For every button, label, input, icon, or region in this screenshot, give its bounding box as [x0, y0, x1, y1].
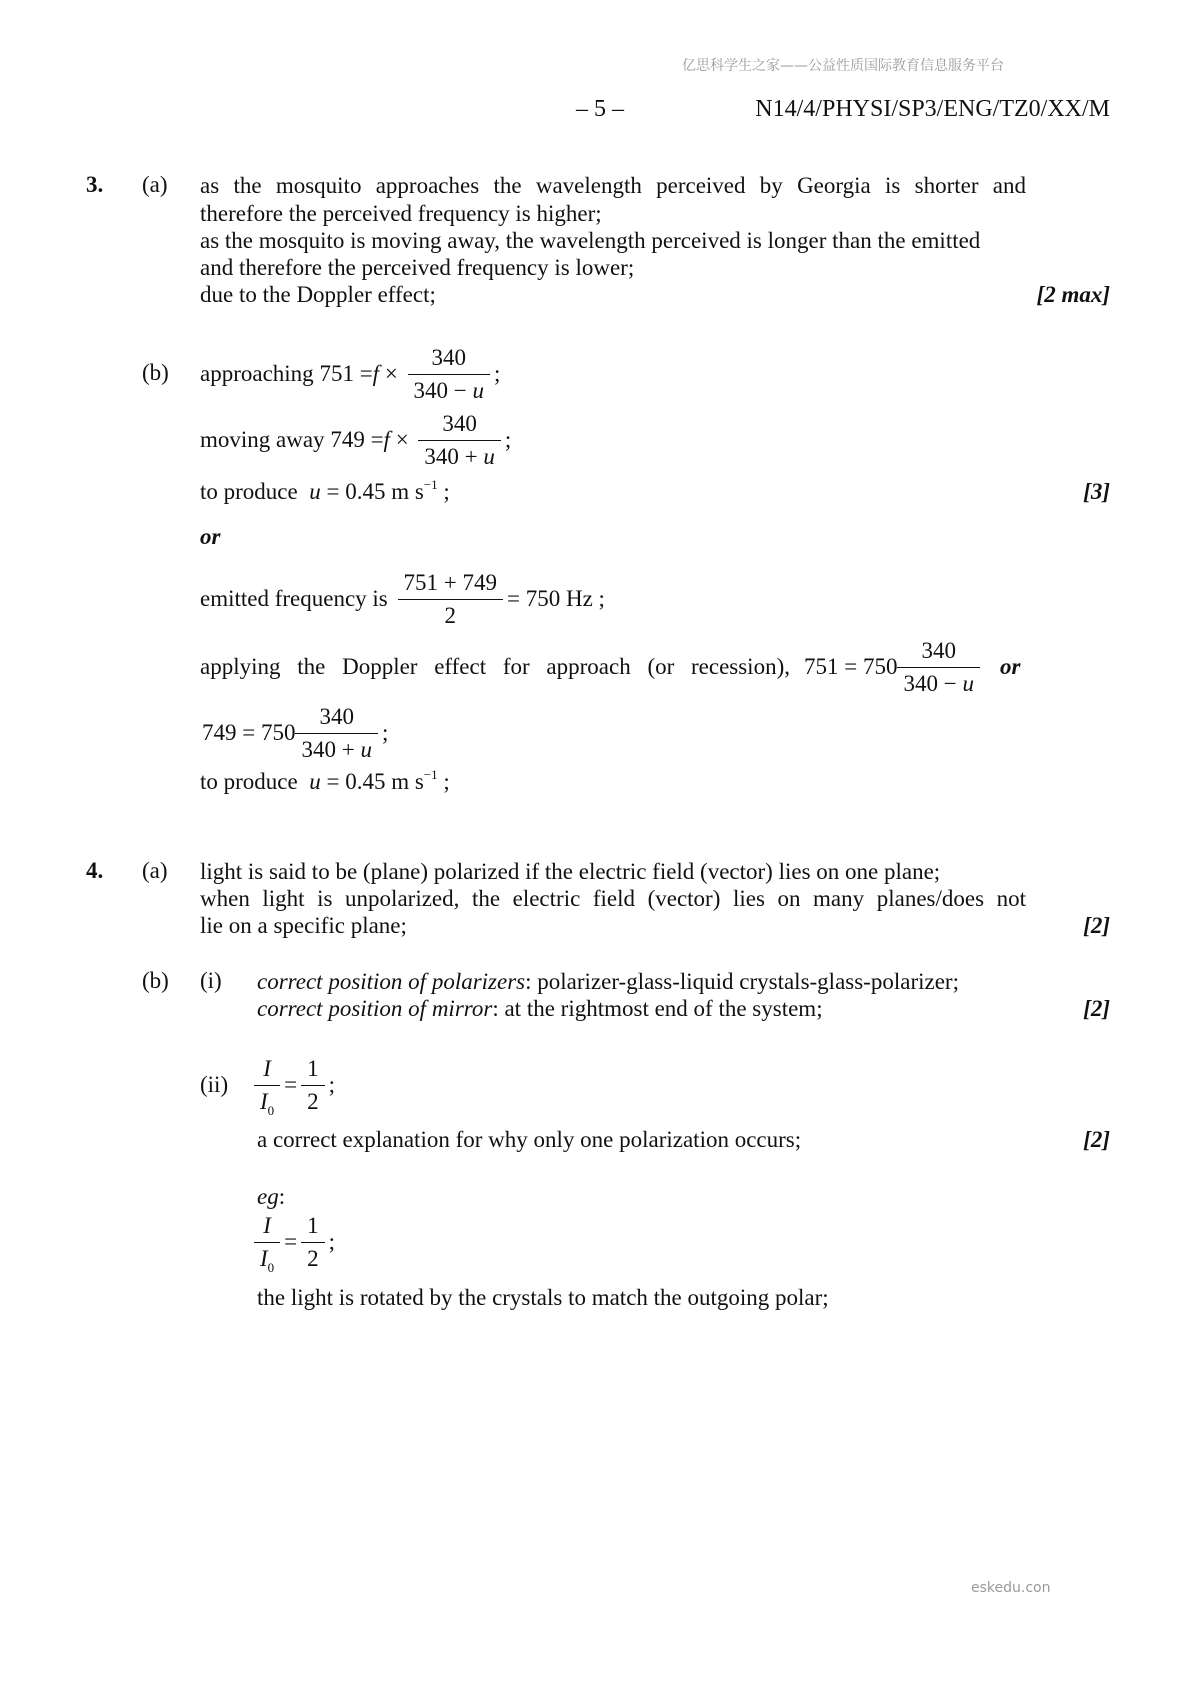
produce-1-end: ; [443, 479, 450, 504]
moving-away-text: moving away [200, 427, 325, 452]
eg-half-num: 1 [301, 1212, 325, 1243]
second-den: 340 + [301, 736, 361, 762]
q4-a-line-2: when light is unpolarized, the electric field (vector) lies on many planes/does not [200, 886, 1026, 911]
produce-2-u: u [309, 769, 321, 794]
ratio-eq: = [284, 1072, 298, 1097]
applying-num: 340 [897, 637, 979, 668]
half-num: 1 [301, 1055, 325, 1086]
applying-word: for [502, 654, 530, 679]
q4-b-i-label: (i) [200, 968, 222, 993]
approaching-times: × [379, 361, 404, 386]
q3-b-second-eq [202, 701, 388, 765]
eg-ratio-end: ; [328, 1229, 336, 1254]
produce-2-text: to produce [200, 769, 298, 794]
moving-away-fraction [418, 410, 500, 471]
emitted-fraction [398, 569, 503, 630]
q3-b-applying-eq [200, 635, 1026, 699]
eg-ratio-num: I [254, 1212, 280, 1243]
q4-b-ii-eg [257, 1183, 285, 1211]
watermark-top: 亿思科学生之家——公益性质国际教育信息服务平台 [682, 58, 1004, 74]
applying-text [200, 654, 790, 680]
q3-a-line-3: as the mosquito is moving away, the wavelength perceived is longer than the emitted [200, 228, 981, 253]
applying-word: Doppler [342, 654, 418, 679]
question-3-number: 3. [86, 172, 104, 197]
applying-word: the [297, 654, 326, 679]
ratio-den-sub: 0 [267, 1102, 275, 1118]
q3-a-line-4: and therefore the perceived frequency is lower; [200, 255, 635, 280]
produce-1-eq: = 0.45 m s [320, 479, 424, 504]
approaching-fraction [408, 344, 490, 405]
emitted-num: 751 + 749 [398, 569, 503, 600]
moving-away-den-u: u [483, 443, 495, 469]
second-lhs: 749 = 750 [202, 720, 296, 745]
produce-2-sup: −1 [423, 767, 438, 782]
half-fraction [301, 1055, 325, 1116]
polarizers-heading: correct position of polarizers [257, 969, 526, 994]
q4-b-ii-ratio-eq [254, 1052, 335, 1118]
eg-colon: : [278, 1184, 286, 1209]
q4-b-label: (b) [142, 968, 169, 993]
polarizers-text: : polarizer-glass-liquid crystals-glass-polarizer; [525, 969, 959, 994]
q3-b-emitted-eq [200, 567, 605, 631]
applying-den-u: u [962, 670, 974, 696]
moving-away-end: ; [504, 427, 512, 452]
eg-half-den: 2 [307, 1245, 319, 1271]
q4-b-i-line-2 [257, 995, 823, 1023]
q3-a-line-2: therefore the perceived frequency is higher; [200, 201, 602, 226]
eg-ratio-fraction [254, 1212, 280, 1273]
emitted-text: emitted frequency is [200, 586, 388, 611]
q4-a-label: (a) [142, 858, 168, 883]
moving-away-f: f [383, 427, 390, 452]
q3-b-approaching-eq [200, 342, 500, 406]
eg-ratio-den-sub: 0 [267, 1259, 275, 1275]
eg-ratio-eq: = [284, 1229, 298, 1254]
applying-word: approach [546, 654, 631, 679]
ratio-num: I [254, 1055, 280, 1086]
moving-away-num: 340 [418, 410, 500, 441]
produce-1-sup: −1 [423, 477, 438, 492]
produce-1-text: to produce [200, 479, 298, 504]
second-den-u: u [360, 736, 372, 762]
moving-away-den: 340 + [424, 443, 484, 469]
q4-b-ii-label: (ii) [200, 1072, 229, 1097]
applying-word: (or [647, 654, 675, 679]
q4-b-ii-eg-ratio-eq [254, 1209, 335, 1275]
second-fraction [295, 703, 377, 764]
approaching-den: 340 − [413, 377, 473, 403]
approaching-end: ; [494, 361, 501, 386]
applying-fraction [897, 637, 979, 698]
q3-b-mark: [3] [1083, 479, 1110, 504]
second-end: ; [381, 720, 389, 745]
approaching-f: f [372, 361, 380, 386]
emitted-den: 2 [444, 602, 456, 628]
approaching-lhs: 751 = [319, 361, 373, 386]
watermark-bottom: eskedu.con [971, 1580, 1051, 1596]
approaching-text: approaching [200, 361, 314, 386]
q4-a-mark: [2] [1083, 913, 1110, 938]
q3-a-line-5: due to the Doppler effect; [200, 282, 436, 307]
q3-b-moving-away-eq [200, 408, 511, 472]
applying-word: applying [200, 654, 281, 679]
q4-b-i-mark: [2] [1083, 996, 1110, 1021]
question-4-number: 4. [86, 858, 104, 883]
second-num: 340 [295, 703, 377, 734]
q3-b-or: or [200, 524, 221, 549]
q3-b-produce-2 [200, 768, 450, 796]
q4-a-line-3: lie on a specific plane; [200, 913, 407, 938]
eg-ratio-den: I [260, 1245, 268, 1271]
q3-a-label: (a) [142, 172, 168, 197]
moving-away-lhs: 749 = [330, 427, 384, 452]
q3-b-label: (b) [142, 360, 169, 385]
q3-a-line-1: as the mosquito approaches the wavelength perceived by Georgia is shorter and [200, 173, 1026, 198]
ratio-end: ; [328, 1072, 336, 1097]
q4-b-ii-explanation: a correct explanation for why only one polarization occurs; [257, 1127, 802, 1152]
q4-b-ii-mark: [2] [1083, 1127, 1110, 1152]
q4-b-ii-final: the light is rotated by the crystals to match the outgoing polar; [257, 1285, 829, 1310]
emitted-rhs: = 750 Hz [507, 586, 593, 611]
eg-label: eg [257, 1184, 279, 1209]
q3-a-mark: [2 max] [1036, 282, 1110, 307]
applying-den: 340 − [903, 670, 963, 696]
q4-b-i-line-1 [257, 968, 959, 996]
applying-word: effect [434, 654, 487, 679]
produce-2-end: ; [443, 769, 450, 794]
q3-b-produce-1 [200, 478, 450, 506]
moving-away-times: × [389, 427, 415, 452]
produce-2-eq: = 0.45 m s [320, 769, 424, 794]
applying-or: or [999, 654, 1021, 679]
eg-half-fraction [301, 1212, 325, 1273]
approaching-den-u: u [472, 377, 485, 403]
produce-1-u: u [309, 479, 321, 504]
ratio-den: I [260, 1088, 268, 1114]
ratio-fraction [254, 1055, 280, 1116]
mirror-heading: correct position of mirror [257, 996, 493, 1021]
mirror-text: : at the rightmost end of the system; [492, 996, 823, 1021]
document-code: N14/4/PHYSI/SP3/ENG/TZ0/XX/M [755, 96, 1110, 122]
applying-word: recession), [691, 654, 790, 679]
emitted-end: ; [598, 586, 605, 611]
q4-a-line-1: light is said to be (plane) polarized if the electric field (vector) lies on one plane; [200, 859, 941, 884]
half-den: 2 [307, 1088, 319, 1114]
applying-lhs: 751 = 750 [804, 654, 898, 679]
approaching-num: 340 [408, 344, 490, 375]
page-number: – 5 – [576, 96, 624, 122]
